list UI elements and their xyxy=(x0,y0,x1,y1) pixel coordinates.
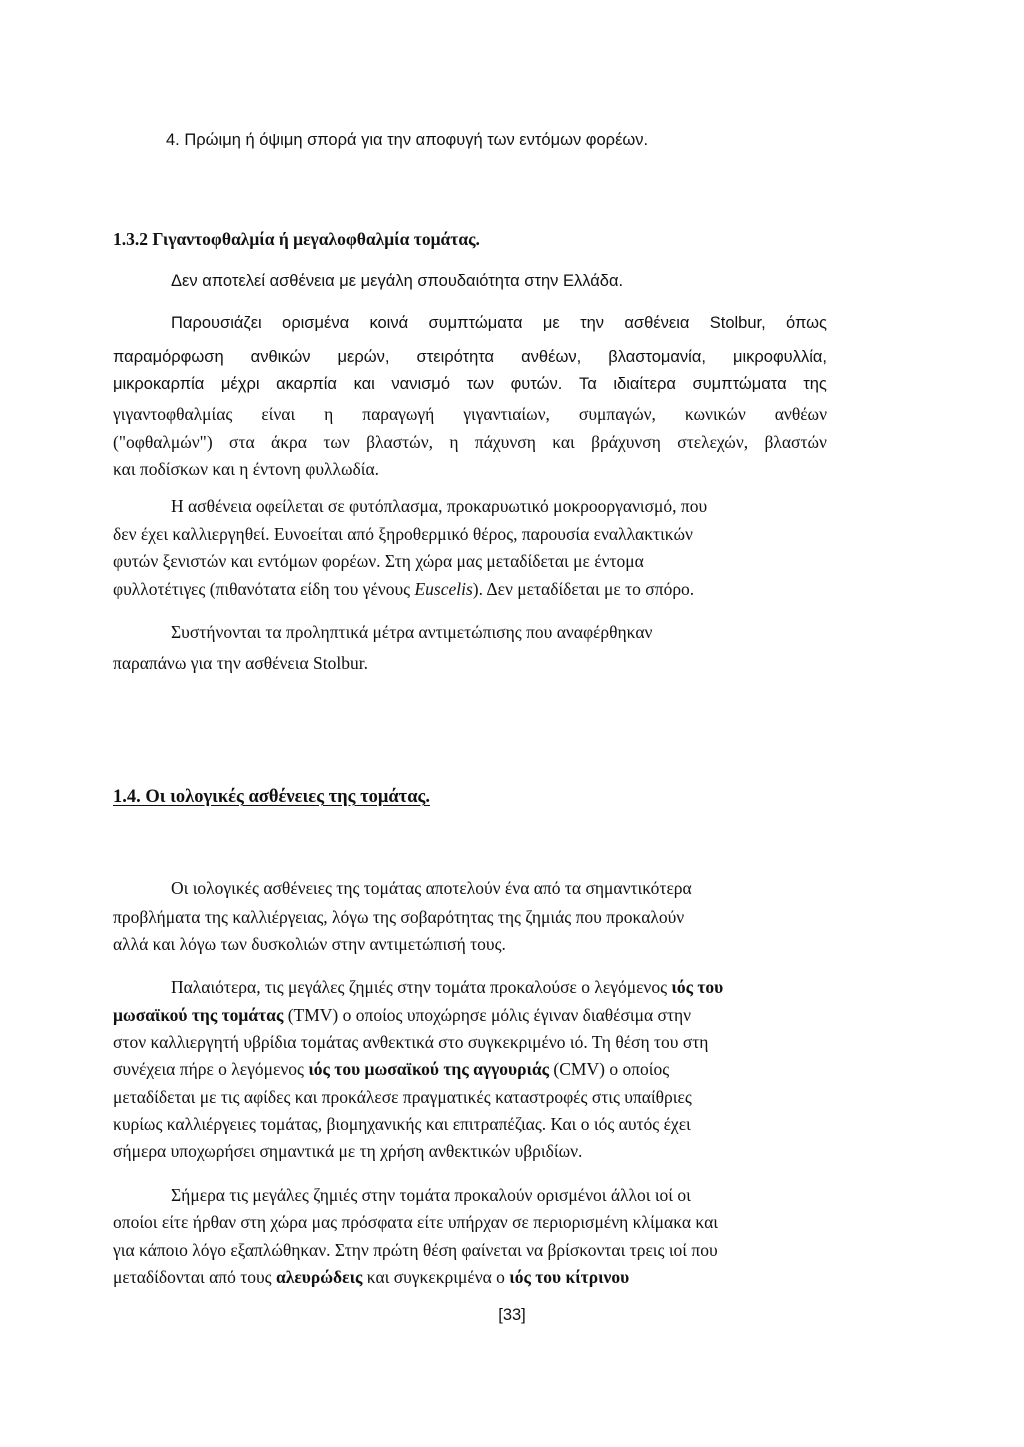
genus-name: Euscelis xyxy=(414,579,473,599)
paragraph-line: στον καλλιεργητή υβρίδια τομάτας ανθεκτικά στο συγκεκριμένο ιό. Τη θέση του στη xyxy=(113,1032,709,1052)
paragraph-line: και ποδίσκων και η έντονη φυλλωδία. xyxy=(113,459,380,479)
page-number: [33] xyxy=(498,1306,526,1324)
paragraph-line: Παρουσιάζει ορισμένα κοινά συμπτώματα με την ασθένεια Stolbur, όπως xyxy=(171,314,827,332)
paragraph-line: αλλά και λόγω των δυσκολιών στην αντιμετώπισή τους. xyxy=(113,934,506,954)
bold-term: ιός του xyxy=(671,977,724,997)
bold-term: ιός του μωσαϊκού της αγγουριάς xyxy=(308,1059,550,1079)
paragraph-line: προβλήματα της καλλιέργειας, λόγω της σοβαρότητας της ζημιάς που προκαλούν xyxy=(113,907,685,927)
paragraph-line: μωσαϊκού της τομάτας (TMV) ο οποίος υποχώρησε μόλις έγιναν διαθέσιμα στην xyxy=(113,1005,692,1025)
paragraph-line: σήμερα υποχωρήσει σημαντικά με τη χρήση ανθεκτικών υβριδίων. xyxy=(113,1141,583,1161)
paragraph-line: μικροκαρπία μέχρι ακαρπία και νανισμό των φυτών. Τα ιδιαίτερα συμπτώματα της xyxy=(113,375,827,393)
list-item-4: 4. Πρώιμη ή όψιμη σπορά για την αποφυγή των εντόμων φορέων. xyxy=(166,131,649,149)
paragraph-line: μεταδίδονται από τους αλευρώδεις και συγκεκριμένα ο ιός του κίτρινου xyxy=(113,1267,630,1287)
paragraph-line: Οι ιολογικές ασθένειες της τομάτας αποτελούν ένα από τα σημαντικότερα xyxy=(171,878,692,898)
paragraph-line: γιγαντοφθαλμίας είναι η παραγωγή γιγαντιαίων, συμπαγών, κωνικών ανθέων xyxy=(113,404,827,424)
paragraph-line: Συστήνονται τα προληπτικά μέτρα αντιμετώπισης που αναφέρθηκαν xyxy=(171,622,653,642)
paragraph-line: φυτών ξενιστών και εντόμων φορέων. Στη χώρα μας μεταδίδεται με έντομα xyxy=(113,551,644,571)
bold-term: ιός του κίτρινου xyxy=(509,1267,630,1287)
paragraph-line: κυρίως καλλιέργειες τομάτας, βιομηχανικής και επιτραπέζιας. Και ο ιός αυτός έχει xyxy=(113,1114,691,1134)
intro-sentence: Δεν αποτελεί ασθένεια με μεγάλη σπουδαιότητα στην Ελλάδα. xyxy=(171,272,624,290)
paragraph-line: φυλλοτέτιγες (πιθανότατα είδη του γένους Euscelis). Δεν μεταδίδεται με το σπόρο. xyxy=(113,579,695,599)
section-heading-1-4: 1.4. Οι ιολογικές ασθένειες της τομάτας. xyxy=(113,787,430,807)
paragraph-line: ("οφθαλμών") στα άκρα των βλαστών, η πάχυνση και βράχυνση στελεχών, βλαστών xyxy=(113,432,827,452)
section-heading-1-3-2: 1.3.2 Γιγαντοφθαλμία ή μεγαλοφθαλμία τομάτας. xyxy=(113,229,480,249)
paragraph-line: δεν έχει καλλιεργηθεί. Ευνοείται από ξηροθερμικό θέρος, παρουσία εναλλακτικών xyxy=(113,524,693,544)
paragraph-line: παραμόρφωση ανθικών μερών, στειρότητα ανθέων, βλαστομανία, μικροφυλλία, xyxy=(113,348,827,366)
paragraph-line: συνέχεια πήρε ο λεγόμενος ιός του μωσαϊκού της αγγουριάς (CMV) ο οποίος xyxy=(113,1059,670,1079)
paragraph-line: μεταδίδεται με τις αφίδες και προκάλεσε πραγματικές καταστροφές στις υπαίθριες xyxy=(113,1087,692,1107)
paragraph-line: Σήμερα τις μεγάλες ζημιές στην τομάτα προκαλούν ορισμένοι άλλοι ιοί οι xyxy=(171,1185,691,1205)
paragraph-line: Παλαιότερα, τις μεγάλες ζημιές στην τομάτα προκαλούσε ο λεγόμενος ιός του xyxy=(171,977,724,997)
paragraph-line: οποίοι είτε ήρθαν στη χώρα μας πρόσφατα είτε υπήρχαν σε περιορισμένη κλίμακα και xyxy=(113,1212,718,1232)
paragraph-line: παραπάνω για την ασθένεια Stolbur. xyxy=(113,653,368,673)
bold-term: αλευρώδεις xyxy=(275,1267,363,1287)
bold-term: μωσαϊκού της τομάτας xyxy=(113,1005,284,1025)
paragraph-line: για κάποιο λόγο εξαπλώθηκαν. Στην πρώτη θέση φαίνεται να βρίσκονται τρεις ιοί που xyxy=(113,1240,718,1260)
paragraph-line: Η ασθένεια οφείλεται σε φυτόπλασμα, προκαρυωτικό μοκροοργανισμό, που xyxy=(171,496,708,516)
